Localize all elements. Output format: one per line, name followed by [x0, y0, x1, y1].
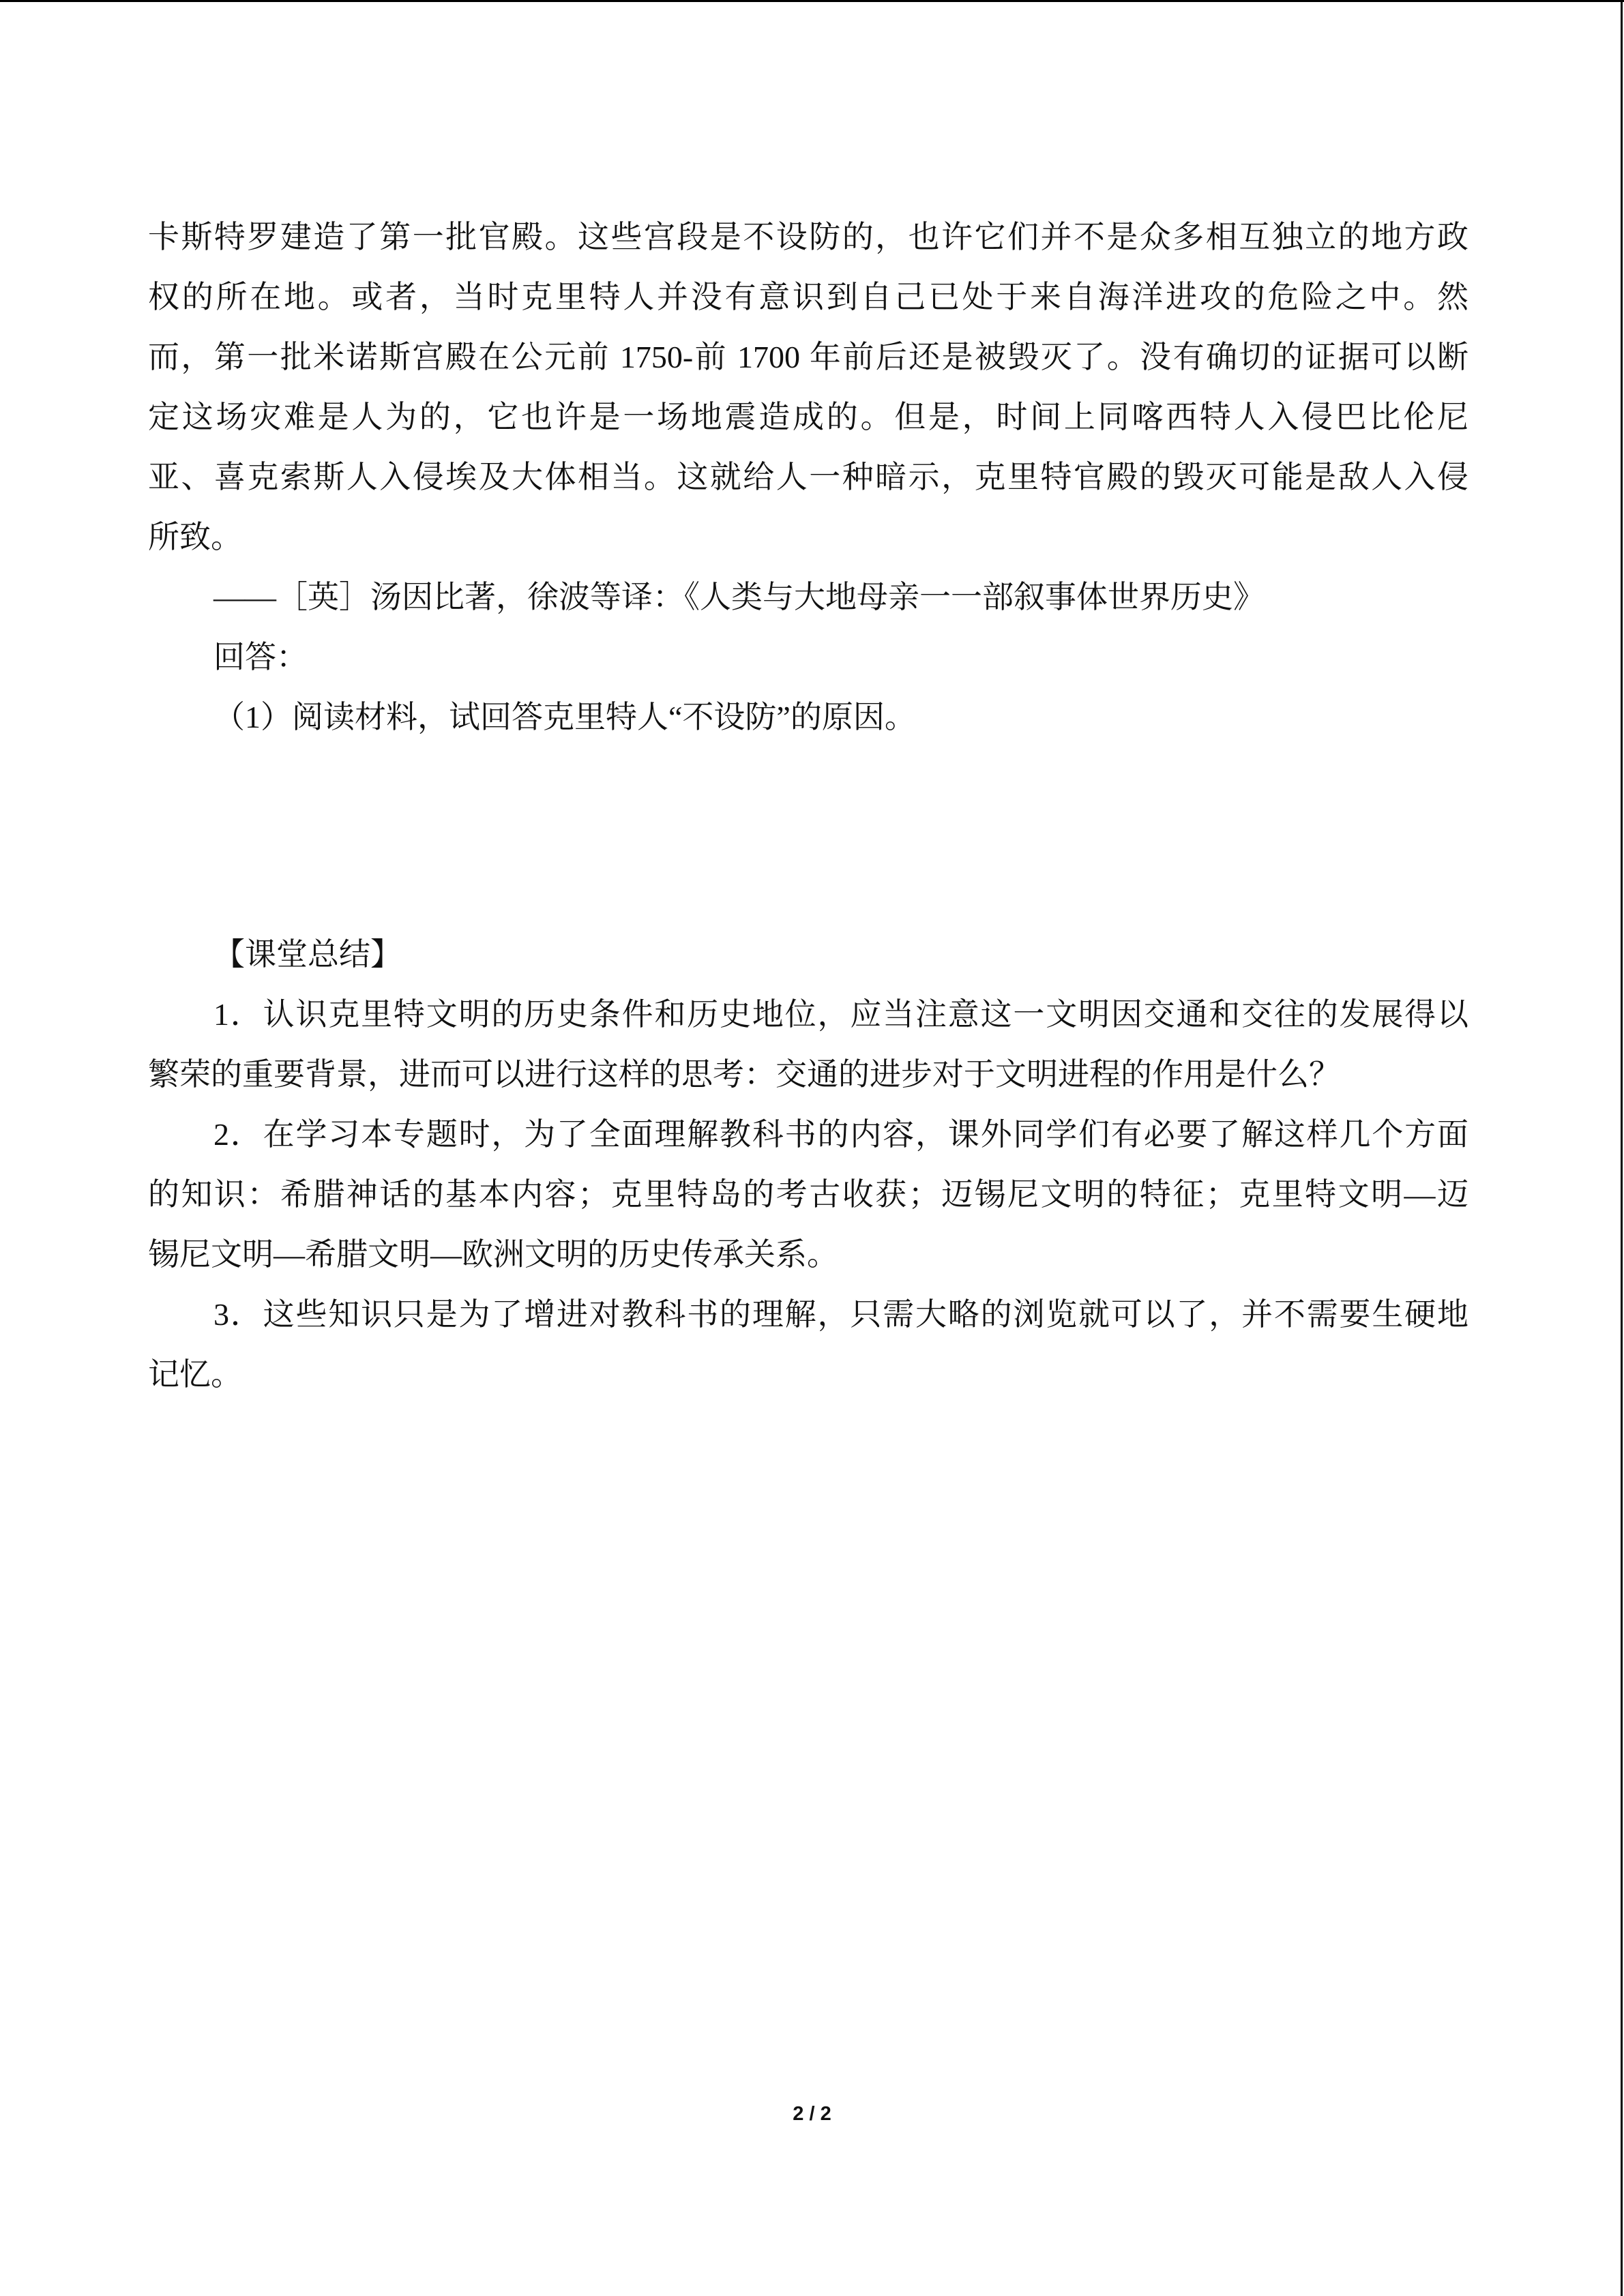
passage-line: 定这场灾难是人为的，它也许是一场地震造成的。但是，时间上同喀西特人入侵巴比伦尼 [148, 400, 1468, 434]
passage-line: 亚、喜克索斯人入侵埃及大体相当。这就给人一种暗示，克里特官殿的毁灭可能是敌人入侵 [148, 460, 1468, 494]
summary-line: 2．在学习本专题时，为了全面理解教科书的内容，课外同学们有必要了解这样几个方面 [213, 1117, 1468, 1152]
page-border-top [0, 0, 1624, 2]
passage-line: 卡斯特罗建造了第一批官殿。这些宫段是不设防的，也许它们并不是众多相互独立的地方政 [148, 220, 1468, 254]
summary-line: 1．认识克里特文明的历史条件和历史地位，应当注意这一文明因交通和交往的发展得以 [213, 997, 1468, 1032]
question-1: （1）阅读材料，试回答克里特人“不设防”的原因。 [213, 700, 916, 734]
passage-line: 权的所在地。或者，当时克里特人并没有意识到自己已处于来自海洋进攻的危险之中。然 [148, 280, 1468, 314]
summary-line: 的知识：希腊神话的基本内容；克里特岛的考古收获；迈锡尼文明的特征；克里特文明—迈 [148, 1177, 1468, 1212]
summary-item-1 [148, 985, 1468, 1105]
class-summary-section [148, 925, 1468, 1405]
passage-line: 所致。 [148, 520, 242, 554]
answer-label: 回答： [213, 640, 308, 674]
source-passage [148, 207, 1468, 747]
summary-line: 记忆。 [148, 1357, 242, 1392]
summary-item-2 [148, 1105, 1468, 1285]
page-border-right [1621, 0, 1623, 2296]
summary-line: 繁荣的重要背景，进而可以进行这样的思考：交通的进步对于文明进程的作用是什么？ [148, 1057, 1340, 1092]
summary-item-3 [148, 1285, 1468, 1405]
section-heading: 【课堂总结】 [213, 937, 402, 972]
citation: ——［英］汤因比著，徐波等译：《人类与大地母亲一一部叙事体世界历史》 [213, 580, 1265, 614]
passage-line: 而，第一批米诺斯宫殿在公元前 1750-前 1700 年前后还是被毁灭了。没有确切的证据可以断 [148, 340, 1468, 374]
summary-line: 3．这些知识只是为了增进对教科书的理解，只需大略的浏览就可以了，并不需要生硬地 [213, 1297, 1468, 1332]
page-number: 2 / 2 [793, 2103, 831, 2125]
summary-line: 锡尼文明—希腊文明—欧洲文明的历史传承关系。 [148, 1237, 838, 1272]
